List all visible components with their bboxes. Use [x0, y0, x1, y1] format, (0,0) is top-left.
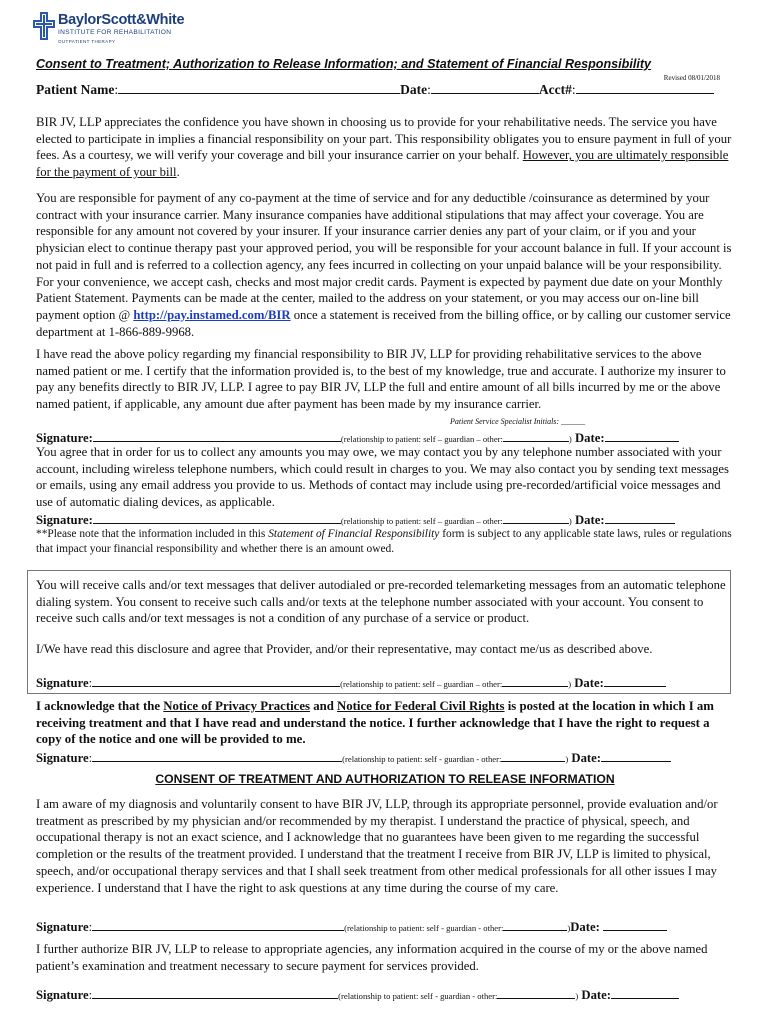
date-field-6[interactable]	[611, 987, 679, 999]
signature-row-1: Signature: (relationship to patient: self – guardian – other: ) Date:	[36, 430, 679, 446]
relationship-label: (relationship to patient: self - guardian - other:	[344, 923, 504, 933]
date-label-3: Date:	[574, 676, 604, 690]
signature-label: Signature	[36, 751, 89, 765]
date-label-6: Date:	[581, 988, 611, 1002]
signature-colon: :	[88, 751, 93, 765]
date-field-2[interactable]	[605, 512, 675, 524]
payment-text: You are responsible for payment of any co-payment at the time of service and for any deductible /coinsurance as determined by your contract with your insurance carrier. Many insurance companies have additional stipulations that may affect your coverage. You are responsible for any amount not covered by your insurer. If your insurance carrier denies any part of your claim, or if you and your physician elect to continue therapy past your approved period, you will be responsible for your account balance in full. If your account is not paid in full and is referred to a collection agency, any fees incurred in collecting on your unpaid balance will be your responsibility. For your convenience, we accept cash, checks and most major credit cards. Payment is expected by payment due date on your Monthly Patient Statement. Payments can be made at the center, mailed to the address on your statement, or you may access our on-line bill payment option @	[36, 191, 732, 322]
signature-field-2[interactable]	[93, 512, 341, 524]
release-paragraph: I further authorize BIR JV, LLP to release to appropriate agencies, any information acquired in the course of my or the above named patient’s examination and treatment necessary to secure payment for services provided.	[36, 942, 708, 973]
ack-start: I acknowledge that the	[36, 699, 164, 713]
signature-field-4[interactable]	[92, 750, 342, 762]
relationship-other-field-3[interactable]	[502, 675, 568, 687]
ack-and: and	[310, 699, 338, 713]
patient-name-field[interactable]	[118, 82, 400, 94]
revised-date: Revised 08/01/2018	[663, 74, 720, 82]
signature-field-5[interactable]	[92, 919, 344, 931]
note-start: **Please note that the information included in this	[36, 528, 269, 540]
signature-row-2: Signature: (relationship to patient: self – guardian – other: ) Date:	[36, 512, 675, 528]
signature-row-3: Signature: (relationship to patient: self – guardian – other: ) Date:	[36, 675, 666, 691]
specialist-initials: Patient Service Specialist Initials: ______	[450, 417, 586, 426]
consent-heading: CONSENT OF TREATMENT AND AUTHORIZATION TO RELEASE INFORMATION	[155, 772, 615, 786]
autodialer-text: You will receive calls and/or text messages that deliver autodialed or pre-recorded telemarketing messages from an automatic telephone dialing system. You consent to receive such calls and/or texts at the telephone number associated with your account. You consent to receive such calls and/or text messages is not a condition of any purchase of a service or product.	[36, 578, 726, 626]
note-end: form is subject to any applicable state laws, rules or regulations that impact your financial responsibility and whether there is an amount owed.	[36, 528, 732, 555]
signature-row-6: Signature: (relationship to patient: self - guardian - other: ) Date:	[36, 987, 679, 1003]
signature-row-5: Signature: (relationship to patient: self - guardian - other: )Date:	[36, 919, 667, 935]
signature-colon: :	[88, 988, 93, 1002]
date-label-2: Date:	[574, 513, 605, 527]
relationship-label: (relationship to patient: self - guardian - other:	[342, 754, 502, 764]
relationship-label: (relationship to patient: self – guardian – other:	[340, 434, 503, 444]
date-field[interactable]	[431, 82, 539, 94]
date-field-5[interactable]	[603, 919, 667, 931]
signature-label: Signature	[36, 920, 89, 934]
state-law-note	[36, 527, 736, 557]
consent-paragraph: I am aware of my diagnosis and voluntarily consent to have BIR JV, LLP, through its appropriate personnel, provide evaluation and/or treatment as prescribed by my physician and/or recommended by my therapist. I understand the practice of physical, speech, and occupational therapy is not an exact science, and I acknowledge that no guarantees have been given to me regarding the successful completion or the results of the treatment provided. I understand that the treatment I receive from BIR JV, LLP is limited to physical, speech, and/or occupational therapy services and that I shall seek treatment from other medical professionals for all other issues I may experience. I understand that I have the right to ask questions at any time during the course of my care.	[36, 797, 718, 895]
policy-acknowledgment-paragraph: I have read the above policy regarding my financial responsibility to BIR JV, LLP for providing rehabilitative services to the above named patient or me. I certify that the information provided is, to the best of my knowledge, true and accurate. I authorize my insurer to pay any benefits directly to BIR JV, LLP. I agree to pay BIR JV, LLP the full and entire amount of all bills incurred by me or the above named patient, if applicable, any amount due after payment has been made by my insurance carrier.	[36, 347, 726, 412]
date-label-5: Date:	[570, 920, 600, 934]
payment-paragraph	[36, 190, 736, 340]
relationship-label: (relationship to patient: self – guardian – other:	[340, 516, 503, 526]
signature-field-6[interactable]	[92, 987, 338, 999]
payment-end: once a statement is received from the billing office, or by calling our customer service department at 1-866-889-9968.	[36, 307, 731, 339]
logo-subtitle: INSTITUTE FOR REHABILITATION	[58, 29, 172, 36]
signature-label: Signature	[36, 676, 89, 690]
logo-subtitle-2: OUTPATIENT THERAPY	[58, 39, 116, 44]
logo-name: BaylorScott&White	[58, 12, 185, 28]
responsibility-statement: However, you are ultimately responsible for the payment of your bill	[36, 148, 729, 180]
date-field-3[interactable]	[604, 675, 666, 687]
relationship-other-field-5[interactable]	[503, 919, 567, 931]
patient-info-line: Patient Name: Date: Acct#:	[36, 82, 714, 98]
intro-paragraph	[36, 114, 736, 181]
disclosure-agreement: I/We have read this disclosure and agree that Provider, and/or their representative, may contact me/us as described above.	[36, 642, 653, 656]
relationship-other-field-4[interactable]	[501, 750, 565, 762]
privacy-notice-acknowledgment	[36, 698, 736, 748]
date-label-1: Date:	[574, 431, 605, 445]
date-field-4[interactable]	[601, 750, 671, 762]
patient-name-label: Patient Name	[36, 82, 115, 97]
civil-rights-notice: Notice for Federal Civil Rights	[337, 699, 505, 713]
acct-field[interactable]	[576, 82, 714, 94]
bill-pay-link[interactable]: http://pay.instamed.com/BIR	[133, 307, 291, 322]
date-label: Date	[400, 82, 428, 97]
form-title: Consent to Treatment; Authorization to Release Information; and Statement of Financial Responsibility	[36, 57, 652, 71]
logo	[33, 12, 213, 48]
date-label-4: Date:	[571, 751, 601, 765]
acct-label: Acct#	[538, 82, 572, 97]
cross-logo-icon	[33, 12, 55, 40]
relationship-other-field-2[interactable]	[503, 512, 569, 524]
signature-label: Signature:	[36, 513, 93, 527]
relationship-label: (relationship to patient: self - guardian - other:	[338, 991, 498, 1001]
signature-colon: :	[88, 920, 93, 934]
contact-consent-paragraph: You agree that in order for us to collect any amounts you may owe, we may contact you by any telephone number associated with your account, including wireless telephone numbers, which could result in charges to you. We may also contact you by sending text messages or emails, using any email address you provide to us. Methods of contact may include using pre-recorded/artificial voice messages and use of automatic dialing devices, as applicable.	[36, 445, 729, 510]
signature-field-3[interactable]	[92, 675, 340, 687]
relationship-other-field-1[interactable]	[503, 430, 569, 442]
date-field-1[interactable]	[605, 430, 679, 442]
note-italic: Statement of Financial Responsibility	[268, 528, 440, 540]
signature-colon: :	[88, 676, 93, 690]
intro-end: .	[176, 165, 180, 180]
relationship-other-field-6[interactable]	[497, 987, 575, 999]
privacy-practices-notice: Notice of Privacy Practices	[163, 699, 310, 713]
signature-label: Signature:	[36, 431, 93, 445]
ack-end: is posted at the location in which I am receiving treatment and that I have read and understand the notice. I further acknowledge that I have the right to request a copy of the notice and one will be provided to me.	[36, 699, 714, 746]
intro-text: BIR JV, LLP appreciates the confidence you have shown in choosing us to provide for your rehabilitative needs. The service you have elected to participate in implies a financial responsibility on your part. This responsibility obligates you to ensure payment in full of your fees. As a courtesy, we will verify your coverage and bill your insurance carrier on your behalf.	[36, 115, 732, 163]
signature-field-1[interactable]	[93, 430, 341, 442]
signature-label: Signature	[36, 988, 89, 1002]
relationship-label: (relationship to patient: self – guardian – other:	[340, 679, 503, 689]
signature-row-4: Signature: (relationship to patient: self - guardian - other: ) Date:	[36, 750, 671, 766]
